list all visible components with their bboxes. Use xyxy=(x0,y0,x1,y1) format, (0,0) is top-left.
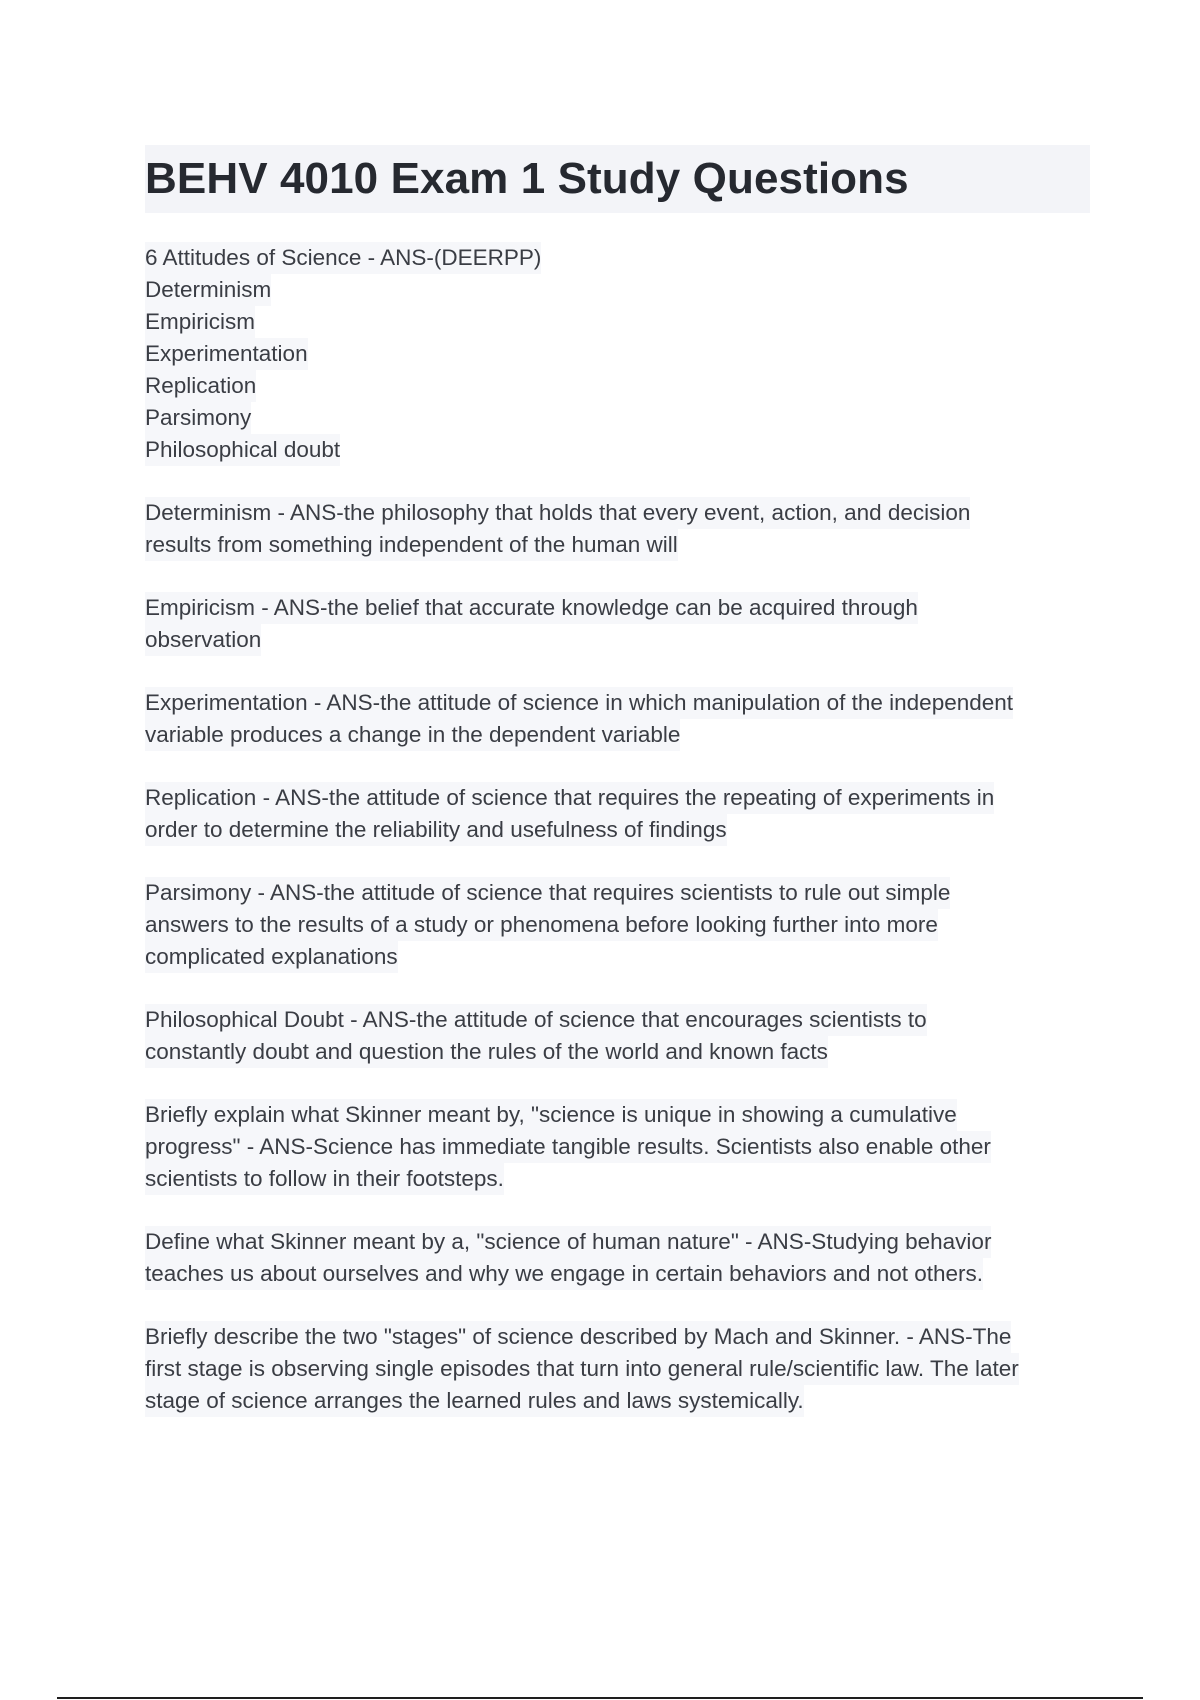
qa-block-attitudes xyxy=(145,242,1095,466)
title-band xyxy=(145,145,1090,213)
text-line: Empiricism xyxy=(145,306,255,338)
text-line: scientists to follow in their footsteps. xyxy=(145,1163,504,1195)
text-line: Philosophical doubt xyxy=(145,434,340,466)
qa-block-determinism xyxy=(145,497,1095,561)
text-line: teaches us about ourselves and why we engage in certain behaviors and not others. xyxy=(145,1258,983,1290)
text-line: Empiricism - ANS-the belief that accurate knowledge can be acquired through xyxy=(145,592,918,624)
text-line: order to determine the reliability and usefulness of findings xyxy=(145,814,727,846)
text-line: first stage is observing single episodes that turn into general rule/scientific law. The later xyxy=(145,1353,1019,1385)
text-line: Parsimony - ANS-the attitude of science that requires scientists to rule out simple xyxy=(145,877,950,909)
text-line: Experimentation - ANS-the attitude of science in which manipulation of the independent xyxy=(145,687,1013,719)
text-line: 6 Attitudes of Science - ANS-(DEERPP) xyxy=(145,242,541,274)
qa-block-empiricism xyxy=(145,592,1095,656)
text-line: Determinism - ANS-the philosophy that holds that every event, action, and decision xyxy=(145,497,970,529)
text-line: Briefly describe the two "stages" of science described by Mach and Skinner. - ANS-The xyxy=(145,1321,1011,1353)
qa-block-replication xyxy=(145,782,1095,846)
text-line: complicated explanations xyxy=(145,941,398,973)
qa-block-cumulative-progress xyxy=(145,1099,1095,1195)
footer-rule xyxy=(57,1697,1143,1699)
text-line: answers to the results of a study or phenomena before looking further into more xyxy=(145,909,938,941)
text-line: results from something independent of the human will xyxy=(145,529,678,561)
text-line: constantly doubt and question the rules of the world and known facts xyxy=(145,1036,828,1068)
document-body xyxy=(145,242,1095,1417)
text-line: variable produces a change in the dependent variable xyxy=(145,719,680,751)
text-line: Determinism xyxy=(145,274,271,306)
page-title: BEHV 4010 Exam 1 Study Questions xyxy=(145,154,909,203)
qa-block-human-nature xyxy=(145,1226,1095,1290)
text-line: Briefly explain what Skinner meant by, "science is unique in showing a cumulative xyxy=(145,1099,957,1131)
qa-block-experimentation xyxy=(145,687,1095,751)
text-line: Philosophical Doubt - ANS-the attitude of science that encourages scientists to xyxy=(145,1004,927,1036)
qa-block-philosophical-doubt xyxy=(145,1004,1095,1068)
text-line: Experimentation xyxy=(145,338,308,370)
text-line: Replication - ANS-the attitude of science that requires the repeating of experiments in xyxy=(145,782,994,814)
text-line: stage of science arranges the learned rules and laws systemically. xyxy=(145,1385,804,1417)
qa-block-parsimony xyxy=(145,877,1095,973)
text-line: Replication xyxy=(145,370,256,402)
text-line: Define what Skinner meant by a, "science of human nature" - ANS-Studying behavior xyxy=(145,1226,991,1258)
text-line: Parsimony xyxy=(145,402,251,434)
qa-block-two-stages xyxy=(145,1321,1095,1417)
text-line: observation xyxy=(145,624,261,656)
text-line: progress" - ANS-Science has immediate tangible results. Scientists also enable other xyxy=(145,1131,991,1163)
